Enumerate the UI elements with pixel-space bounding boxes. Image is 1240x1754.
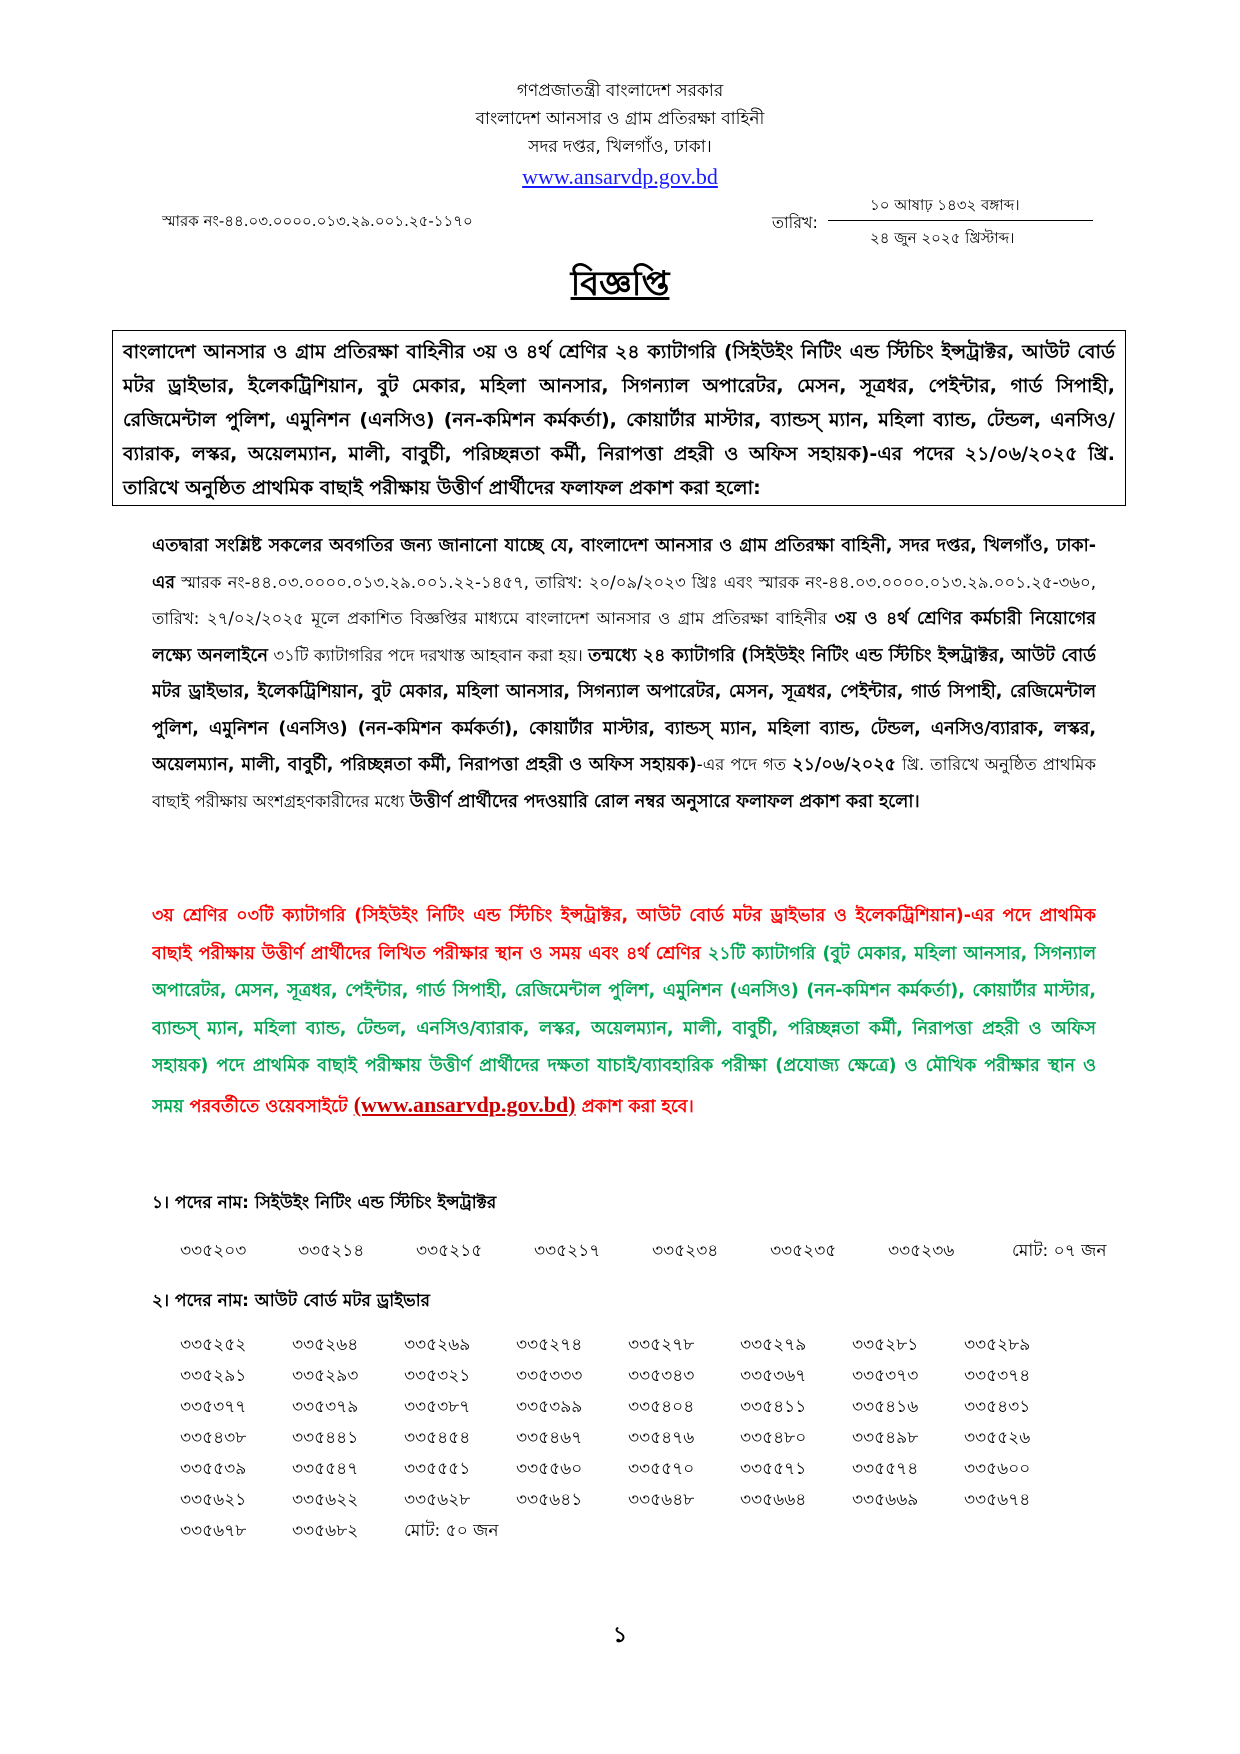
next-exam-red-3: প্রকাশ করা হবে। <box>575 1096 694 1117</box>
roll-number: ৩৩৫৩৯৯ <box>516 1397 583 1417</box>
roll-number: ৩৩৫২৩৪ <box>652 1241 719 1261</box>
notice-title <box>0 258 1240 315</box>
roll-number: ৩৩৫২৬৯ <box>404 1335 471 1355</box>
next-exam-website-link[interactable]: (www.ansarvdp.gov.bd) <box>353 1091 576 1117</box>
post-2-rolls <box>180 1334 1076 1542</box>
roll-number: ৩৩৫৩৮৭ <box>404 1397 471 1417</box>
memo-reference: স্মারক নং-৪৪.০৩.০০০০.০১৩.২৯.০০১.২৫-১১৭০ <box>162 212 473 230</box>
body-exam-date: ২১/০৬/২০২৫ <box>792 755 896 775</box>
body-categories-list: তন্মধ্যে ২৪ ক্যাটাগরি (সিইউইং নিটিং এন্ড স্টিচিং ইন্সট্রাক্টর, আউট বোর্ড মটর ড্রাইভার, ইলেকট্রিশিয়ান, বুট মেকার, মহিলা আনসার, সিগন্যাল অপারেটর, মেসন, সূত্রধর, পেইন্টার, গার্ড সিপাহী, রেজিমেন্টাল পুলিশ, এমুনিশন (এনসিও) (নন-কমিশন কর্মকর্তা), কোয়ার্টার মাস্টার, ব্যান্ডস্ ম্যান, মহিলা ব্যান্ড, টেন্ডল, এনসিও/ব্যারাক, লস্কর, অয়েলম্যান, মালী, বাবুর্চী, পরিচ্ছন্নতা কর্মী, নিরাপত্তা প্রহরী ও অফিস সহায়ক) <box>152 645 1096 775</box>
roll-number: ৩৩৫৬৭৪ <box>964 1490 1031 1510</box>
date-label: তারিখ: <box>772 213 818 232</box>
roll-number: ৩৩৫৫৪৭ <box>292 1459 359 1479</box>
org-header: বাংলাদেশ আনসার ও গ্রাম প্রতিরক্ষা বাহিনী <box>475 109 765 129</box>
roll-number: ৩৩৫৪৬৭ <box>516 1428 583 1448</box>
notice-title-text: বিজ্ঞপ্তি <box>570 264 670 304</box>
roll-number: ৩৩৫৬৬৪ <box>740 1490 807 1510</box>
body-exam-text: খ্রি. তারিখে অনুষ্ঠিত প্রাথমিক বাছাই পরীক্ষায় অংশগ্রহণকারীদের মধ্যে <box>152 755 1096 811</box>
roll-number: ৩৩৫৬০০ <box>964 1459 1031 1479</box>
roll-number: ৩৩৫৩৭৪ <box>964 1366 1031 1386</box>
body-intro: এতদ্বারা সংশ্লিষ্ট সকলের অবগতির জন্য জানানো যাচ্ছে যে, বাংলাদেশ আনসার ও গ্রাম প্রতিরক্ষা বাহিনী, সদর দপ্তর, খিলগাঁও, ঢাকা-এর <box>152 536 1096 593</box>
roll-number: ৩৩৫৪৮০ <box>740 1428 807 1448</box>
roll-number: ৩৩৫৪০৪ <box>628 1397 695 1417</box>
roll-number: ৩৩৫৪৯৮ <box>852 1428 919 1448</box>
roll-number: ৩৩৫৬৮২ <box>292 1521 359 1541</box>
roll-number: ৩৩৫৩৭৩ <box>852 1366 919 1386</box>
roll-number: ৩৩৫৪৩৮ <box>180 1428 247 1448</box>
body-reference: স্মারক নং-৪৪.০৩.০০০০.০১৩.২৯.০০১.২২-১৪৫৭, তারিখ: ২০/০৯/২০২৩ খ্রিঃ এবং স্মারক নং-৪৪.০৩.০০০০.০১৩.২৯.০০১.২৫-৩৬০, তারিখ: ২৭/০২/২০২৫ মূলে প্রকাশিত বিজ্ঞপ্তির মাধ্যমে বাংলাদেশ আনসার ও গ্রাম প্রতিরক্ষা বাহিনীর <box>152 572 1096 628</box>
roll-number: ৩৩৫২৯১ <box>180 1366 247 1386</box>
subject-box: বাংলাদেশ আনসার ও গ্রাম প্রতিরক্ষা বাহিনীর ৩য় ও ৪র্থ শ্রেণির ২৪ ক্যাটাগরি (সিইউইং নিটিং এন্ড স্টিচিং ইন্সট্রাক্টর, আউট বোর্ড মটর ড্রাইভার, ইলেকট্রিশিয়ান, বুট মেকার, মহিলা আনসার, সিগন্যাল অপারেটর, মেসন, সূত্রধর, পেইন্টার, গার্ড সিপাহী, রেজিমেন্টাল পুলিশ, এমুনিশন (এনসিও) (নন-কমিশন কর্মকর্তা), কোয়ার্টার মাস্টার, ব্যান্ডস্ ম্যান, মহিলা ব্যান্ড, টেন্ডল, এনসিও/ব্যারাক, লস্কর, অয়েলম্যান, মালী, বাবুর্চী, পরিচ্ছন্নতা কর্মী, নিরাপত্তা প্রহরী ও অফিস সহায়ক)-এর পদের ২১/০৬/২০২৫ খ্রি. তারিখে অনুষ্ঠিত প্রাথমিক বাছাই পরীক্ষায় উত্তীর্ণ প্রার্থীদের ফলাফল প্রকাশ করা হলো: <box>112 330 1126 506</box>
roll-number: ৩৩৫৬২১ <box>180 1490 247 1510</box>
roll-number: ৩৩৫৬২৮ <box>404 1490 471 1510</box>
roll-number: ৩৩৫৪১৬ <box>852 1397 919 1417</box>
roll-number: ৩৩৫২১৪ <box>298 1241 365 1261</box>
next-exam-green: ২১টি ক্যাটাগরি (বুট মেকার, মহিলা আনসার, সিগন্যাল অপারেটর, মেসন, সূত্রধর, পেইন্টার, গার্ড সিপাহী, রেজিমেন্টাল পুলিশ, এমুনিশন (এনসিও) (নন-কমিশন কর্মকর্তা), কোয়ার্টার মাস্টার, ব্যান্ডস্ ম্যান, মহিলা ব্যান্ড, টেন্ডল, এনসিও/ব্যারাক, লস্কর, অয়েলম্যান, মালী, বাবুর্চী, পরিচ্ছন্নতা কর্মী, নিরাপত্তা প্রহরী ও অফিস সহায়ক) পদে প্রাথমিক বাছাই পরীক্ষায় উত্তীর্ণ প্রার্থীদের দক্ষতা যাচাই/ব্যাবহারিক পরীক্ষা (প্রযোজ্য ক্ষেত্রে) ও মৌখিক পরীক্ষার স্থান ও সময় <box>152 943 1096 1117</box>
roll-number: ৩৩৫৫৫১ <box>404 1459 471 1479</box>
body-paragraph <box>152 528 1096 888</box>
date-bangla: ১০ আষাঢ় ১৪৩২ বঙ্গাব্দ। <box>870 196 1020 214</box>
page-number: ১ <box>612 1623 628 1648</box>
roll-number: ৩৩৫৫৭১ <box>740 1459 807 1479</box>
roll-number: ৩৩৫২৯৩ <box>292 1366 359 1386</box>
roll-number: ৩৩৫৬২২ <box>292 1490 359 1510</box>
roll-number: ৩৩৫৪১১ <box>740 1397 807 1417</box>
roll-number: ৩৩৫৪৫৪ <box>404 1428 471 1448</box>
roll-number: ৩৩৫৫৬০ <box>516 1459 583 1479</box>
body-result-text: উত্তীর্ণ প্রার্থীদের পদওয়ারি রোল নম্বর অনুসারে ফলাফল প্রকাশ করা হলো। <box>409 791 920 812</box>
roll-number: ৩৩৫২৭৯ <box>740 1335 807 1355</box>
office-header: সদর দপ্তর, খিলগাঁও, ঢাকা। <box>528 137 712 157</box>
roll-number: ৩৩৫২১৭ <box>534 1241 601 1261</box>
next-exam-red-2: পরবর্তীতে ওয়েবসাইটে <box>183 1096 354 1117</box>
roll-number: ৩৩৫৫৭৪ <box>852 1459 919 1479</box>
roll-number: ৩৩৫৩৩৩ <box>516 1366 583 1386</box>
roll-number: ৩৩৫২৮১ <box>852 1335 919 1355</box>
roll-number: ৩৩৫৪৩১ <box>964 1397 1031 1417</box>
roll-number: ৩৩৫২৬৪ <box>292 1335 359 1355</box>
roll-number: ৩৩৫৩৭৭ <box>180 1397 247 1417</box>
roll-number: ৩৩৫৬৭৮ <box>180 1521 247 1541</box>
next-exam-notice <box>152 898 1096 1160</box>
roll-number: ৩৩৫২৭৪ <box>516 1335 583 1355</box>
roll-number: ৩৩৫২৮৯ <box>964 1335 1031 1355</box>
date-divider <box>828 220 1093 221</box>
post-2-title: ২। পদের নাম: আউট বোর্ড মটর ড্রাইভার <box>152 1291 430 1311</box>
roll-number: ৩৩৫৩৭৯ <box>292 1397 359 1417</box>
roll-number: ৩৩৫২৭৮ <box>628 1335 695 1355</box>
post-1-total: মোট: ০৭ জন <box>1012 1241 1107 1261</box>
body-recruitment: ৩য় ও ৪র্থ শ্রেণির কর্মচারী নিয়োগের লক্ষ্যে অনলাইনে <box>152 609 1096 666</box>
roll-number: ৩৩৫২৩৬ <box>888 1241 955 1261</box>
body-exam-intro: -এর পদে গত <box>696 755 793 774</box>
roll-number: ৩৩৫৬৬৯ <box>852 1490 919 1510</box>
roll-number: ৩৩৫২১৫ <box>416 1241 483 1261</box>
roll-number: ৩৩৫৫৭০ <box>628 1459 695 1479</box>
roll-number: ৩৩৫২৫২ <box>180 1335 247 1355</box>
roll-number: ৩৩৫৩২১ <box>404 1366 471 1386</box>
roll-number: ৩৩৫৩৪৩ <box>628 1366 695 1386</box>
govt-header: গণপ্রজাতন্ত্রী বাংলাদেশ সরকার <box>516 81 724 101</box>
roll-number: ৩৩৫৬৪১ <box>516 1490 583 1510</box>
post-2-total: মোট: ৫০ জন <box>404 1521 499 1541</box>
roll-number: ৩৩৫৫২৬ <box>964 1428 1031 1448</box>
roll-number: ৩৩৫৫৩৯ <box>180 1459 247 1479</box>
roll-number: ৩৩৫২০৩ <box>180 1241 247 1261</box>
roll-number: ৩৩৫৬৪৮ <box>628 1490 695 1510</box>
roll-number: ৩৩৫৪৪১ <box>292 1428 359 1448</box>
post-1-title: ১। পদের নাম: সিইউইং নিটিং এন্ড স্টিচিং ইন্সট্রাক্টর <box>152 1193 497 1213</box>
body-categories-count: ৩১টি ক্যাটাগরির পদে দরখাস্ত আহবান করা হয়। <box>267 645 589 665</box>
roll-number: ৩৩৫৪৭৬ <box>628 1428 695 1448</box>
website-link[interactable]: www.ansarvdp.gov.bd <box>522 164 718 189</box>
post-1-rolls <box>180 1238 1107 1266</box>
date-gregorian: ২৪ জুন ২০২৫ খ্রিস্টাব্দ। <box>870 229 1015 247</box>
roll-number: ৩৩৫৩৬৭ <box>740 1366 807 1386</box>
next-exam-red-1: ৩য় শ্রেণির ০৩টি ক্যাটাগরি (সিইউইং নিটিং এন্ড স্টিচিং ইন্সট্রাক্টর, আউট বোর্ড মটর ড্রাইভার ও ইলেকট্রিশিয়ান)-এর পদে প্রাথমিক বাছাই পরীক্ষায় উত্তীর্ণ প্রার্থীদের লিখিত পরীক্ষার স্থান ও সময় এবং ৪র্থ শ্রেণির <box>152 906 1096 964</box>
roll-number: ৩৩৫২৩৫ <box>770 1241 837 1261</box>
